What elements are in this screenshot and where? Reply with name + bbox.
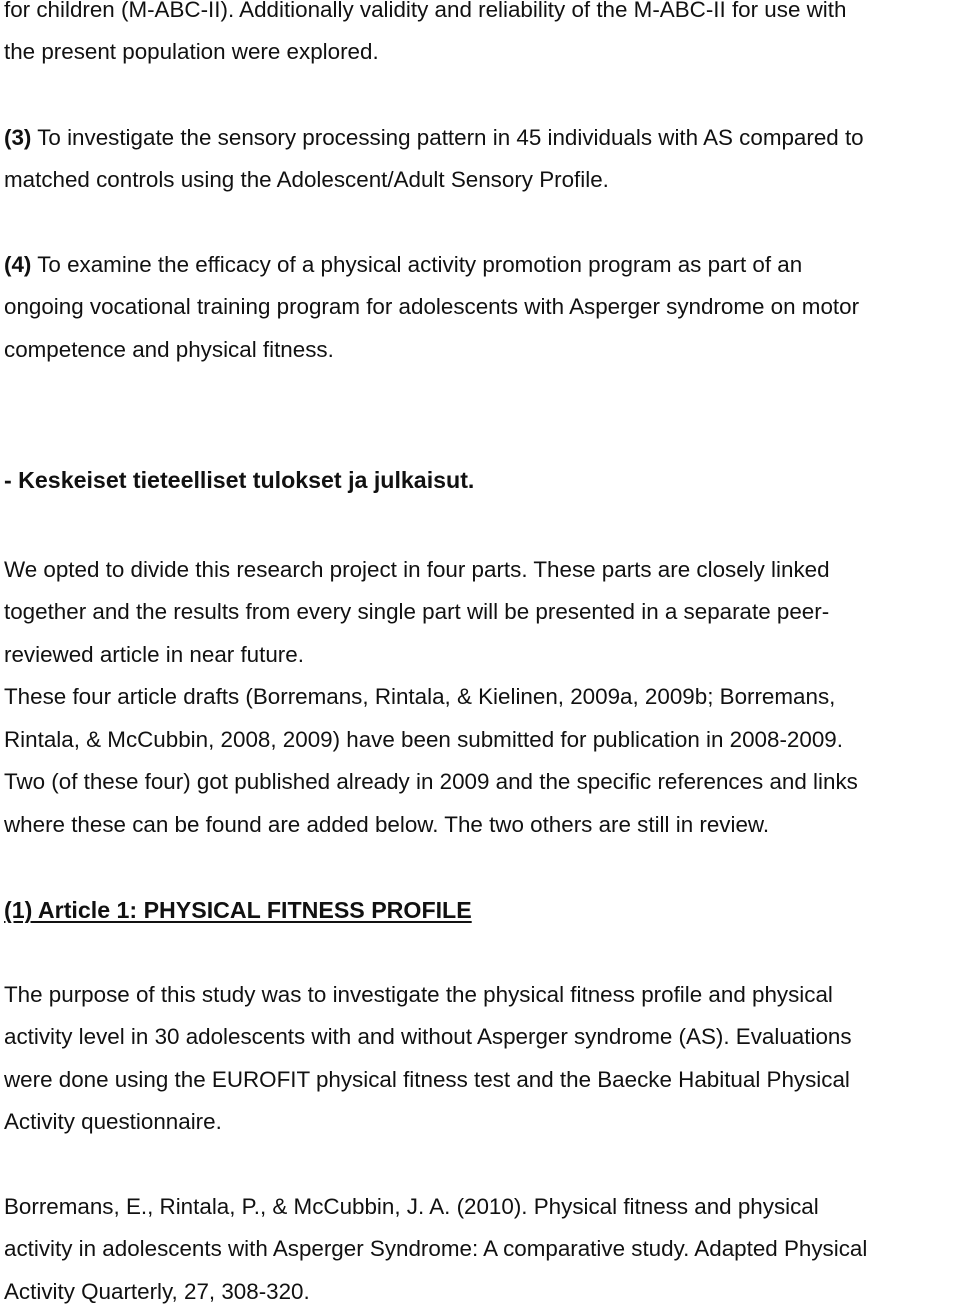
text-line: matched controls using the Adolescent/Adult Sensory Profile. — [4, 167, 609, 192]
text-line: reviewed article in near future. — [4, 642, 304, 667]
article-heading: (1) Article 1: PHYSICAL FITNESS PROFILE — [4, 897, 472, 923]
text-line: These four article drafts (Borremans, Rintala, & Kielinen, 2009a, 2009b; Borremans, — [4, 684, 836, 709]
reference-line: Activity Quarterly, 27, 308-320. — [4, 1279, 310, 1304]
text-line: ongoing vocational training program for adolescents with Asperger syndrome on motor — [4, 294, 860, 319]
text-line: Rintala, & McCubbin, 2008, 2009) have been submitted for publication in 2008-2009. — [4, 727, 843, 752]
text-line: activity level in 30 adolescents with and without Asperger syndrome (AS). Evaluations — [4, 1024, 852, 1049]
text-line: competence and physical fitness. — [4, 337, 334, 362]
text-line: Activity questionnaire. — [4, 1109, 222, 1134]
text-line: The purpose of this study was to investigate the physical fitness profile and physical — [4, 982, 833, 1007]
text-line: where these can be found are added below. The two others are still in review. — [4, 812, 770, 837]
section-heading: - Keskeiset tieteelliset tulokset ja julkaisut. — [4, 467, 475, 493]
text-line: for children (M-ABC-II). Additionally validity and reliability of the M-ABC-II for use with — [4, 0, 847, 22]
text-line: To investigate the sensory processing pattern in 45 individuals with AS compared to — [37, 125, 864, 150]
objective-number: (3) — [4, 125, 32, 150]
reference-line: Borremans, E., Rintala, P., & McCubbin, J. A. (2010). Physical fitness and physical — [4, 1194, 819, 1219]
text-line: were done using the EUROFIT physical fitness test and the Baecke Habitual Physical — [4, 1067, 850, 1092]
objective-number: (4) — [4, 252, 32, 277]
text-line: Two (of these four) got published already in 2009 and the specific references and links — [4, 769, 858, 794]
text-line: the present population were explored. — [4, 39, 379, 64]
reference-line: activity in adolescents with Asperger Syndrome: A comparative study. Adapted Physical — [4, 1236, 868, 1261]
objective-3-line — [4, 124, 864, 152]
objective-4-line — [4, 251, 802, 279]
text-line: We opted to divide this research project in four parts. These parts are closely linked — [4, 557, 830, 582]
text-line: together and the results from every single part will be presented in a separate peer- — [4, 599, 830, 624]
text-line: To examine the efficacy of a physical activity promotion program as part of an — [37, 252, 803, 277]
